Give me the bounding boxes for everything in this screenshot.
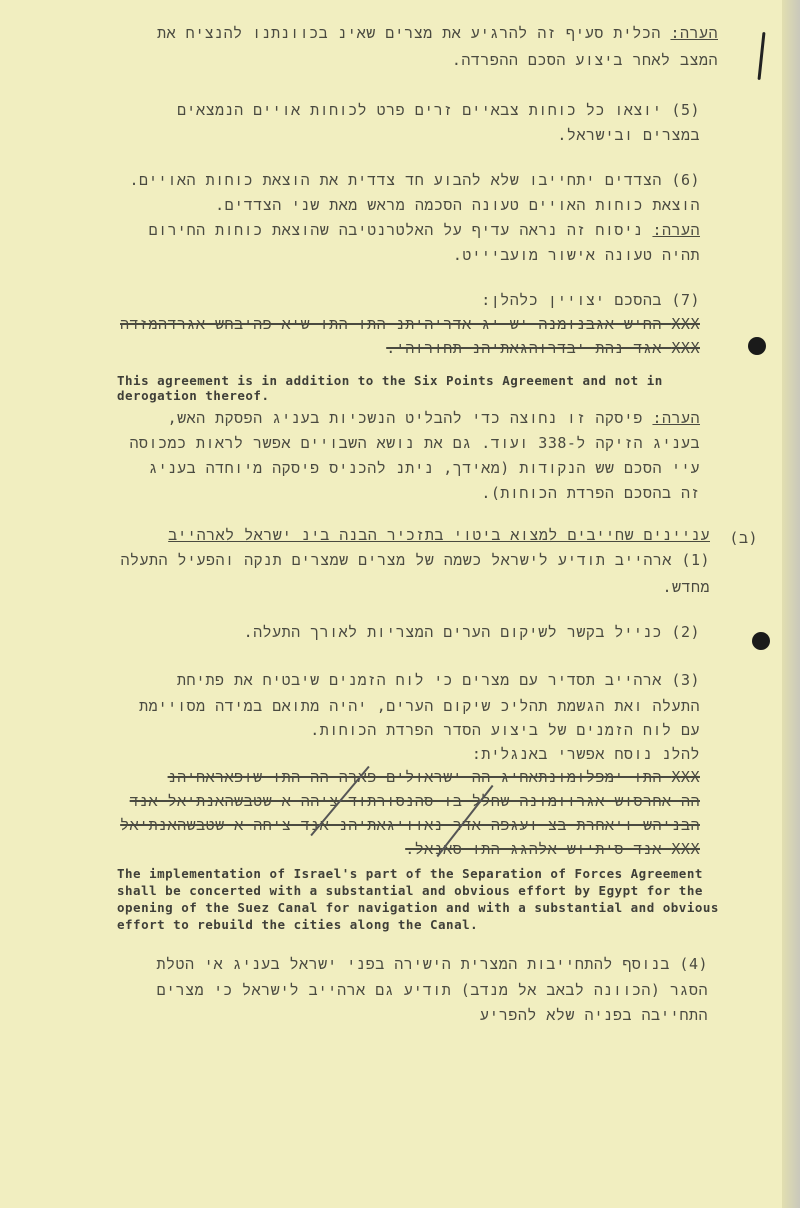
- b3-line4: להלנ נוסח אפשרי באנגלית:: [471, 745, 700, 763]
- item-number: (5): [671, 101, 700, 119]
- note7-line1: [60, 408, 700, 428]
- note7-line4: זה בהסכם הפרדת הכוחות).: [481, 484, 700, 502]
- note7-line3: עיי הסכם שש הנקודות (מאידך, ניתנ להכניס פיסקה מיוחדה בעניג: [148, 459, 700, 477]
- item6-line2: הוצאת כוחות האויים טעונה הסכמה מראש מאת שני הצדדים.: [215, 196, 700, 214]
- item5-line2: במצרים ובישראל.: [557, 126, 700, 144]
- b1-line2: מחדש.: [662, 578, 710, 596]
- item-text: כנייל בקשר לשיקום הערים המצריות לאורך התעלה.: [243, 623, 662, 641]
- item5-line1: [100, 100, 700, 120]
- item-number: (6): [671, 171, 700, 189]
- note-text: פיסקה זו נחוצה כדי להבליט הנשכיות בעניג הפסקת האש,: [167, 409, 643, 427]
- english2-line3: opening of the Suez Canal for navigation and with a substantial and obvious: [117, 900, 719, 915]
- item-number: (7): [671, 291, 700, 309]
- punch-hole: [752, 632, 770, 650]
- margin-mark: [757, 32, 765, 80]
- item-text: בהסכם יצויין כלהלן:: [481, 291, 662, 309]
- b3-line1: [40, 670, 700, 690]
- punch-hole: [748, 337, 766, 355]
- item-number: (3): [671, 671, 700, 689]
- english1-line2: derogation thereof.: [117, 388, 270, 403]
- b3-line2: התעלה ואת הגשמת תהליכ שיקום הערים, יהיה מתואם במידה מסויימת: [139, 697, 700, 715]
- note1-line1: [118, 23, 718, 43]
- item-number: (2): [671, 623, 700, 641]
- note-text: הכלית סעיף זה להרגיע את מצרים שאינ בכוונתנו להנציח את: [157, 24, 661, 42]
- section-title: עניינים שחייבים למצוא ביטוי בתזכיר הבנה בינ ישראל לארהייב: [168, 526, 710, 544]
- item7-intro: [100, 290, 700, 310]
- item6-line1: [100, 170, 700, 190]
- note-text: ניסוח זה נראה עדיף על האלטרנטיבה שהוצאת כוחות החירום: [148, 221, 643, 239]
- english1-line1: This agreement is in addition to the Six Points Agreement and not in: [117, 373, 663, 388]
- note-label: הערה:: [670, 24, 718, 42]
- item-text: ארהייב תודיע לישראל כשמה של מצרים שמצרים תנקה והפעיל התעלה: [120, 551, 672, 569]
- item7-struck1: XXX החיש אגבנומנה יש יג אדריהיתנ התו התו שיא פהיבחש אגרדהמזדה: [120, 315, 700, 333]
- b3-struck4: XXX אנד סיתיוש אלהגג התו סאנאל.: [405, 840, 700, 858]
- item-text: ארהייב תסדיר עם מצרים כי לוח הזמנים שיבטיח את פתיחת: [177, 671, 662, 689]
- page-edge: [782, 0, 800, 1208]
- item6-note-line1: [80, 220, 700, 240]
- b4-line2: הסגר (הכוונה לבאב אל מנדב) תודיע גם ארהייב לישראל כי מצרים: [156, 981, 708, 999]
- b3-line3: עם לוח הזמנים של ביצוע הסדר הפרדת הכוחות.: [310, 721, 700, 739]
- item6-note-line2: תהיה טעונה אישור מועביייט.: [452, 246, 700, 264]
- b2-line1: [60, 622, 700, 642]
- item-text: יוצאו כל כוחות צבאיים זרים פרט לכוחות אויים הנמצאים: [177, 101, 662, 119]
- note-label: הערה:: [652, 221, 700, 239]
- english2-line2: shall be concerted with a substantial and obvious effort by Egypt for the: [117, 883, 703, 898]
- b3-struck1: XXX התו ימפלומונתאחיג הה ישראולים פארה הה התו שופאראחיהנ: [167, 768, 700, 786]
- note7-line2: בעניג הזיקה ל-338 ועוד. גם את נושא השבויים אפשר לראות כמכוסה: [129, 434, 700, 452]
- section-letter: (ב): [729, 529, 758, 547]
- item7-struck2: XXX אגד נהת יבדרוהגאתיהנ תחורוהי.: [386, 339, 700, 357]
- b4-line3: התחייבה בפניה שלא להפריע: [479, 1006, 708, 1024]
- item-number: (4): [679, 955, 708, 973]
- item-number: (1): [681, 551, 710, 569]
- english2-line4: effort to rebuild the cities along the Canal.: [117, 917, 479, 932]
- b1-line1: [30, 550, 710, 570]
- b3-struck3: הבניהש ויאחרת בצ ועגפה אדר נאוויגאתיהנ אנד ציחה א שטבשהאנתיאל: [120, 816, 700, 834]
- english2-line1: The implementation of Israel's part of the Separation of Forces Agreement: [117, 866, 703, 881]
- b3-struck2: הה אחרסוש אגרוומונה שחלל בו סהנסורתוד ציהה א שטבשהאנתיאל אנד: [129, 792, 700, 810]
- item-text: הצדדים יתחייבו שלא להבוע חד צדדית את הוצאת כוחות האויים.: [129, 171, 662, 189]
- b4-line1: [48, 954, 708, 974]
- note1-line2: המצב לאחר ביצוע הסכם ההפרדה.: [451, 51, 718, 69]
- note-label: הערה:: [652, 409, 700, 427]
- item-text: בנוסף להתחייבות המצרית הישירה בפני ישראל בעניג אי הטלת: [156, 955, 670, 973]
